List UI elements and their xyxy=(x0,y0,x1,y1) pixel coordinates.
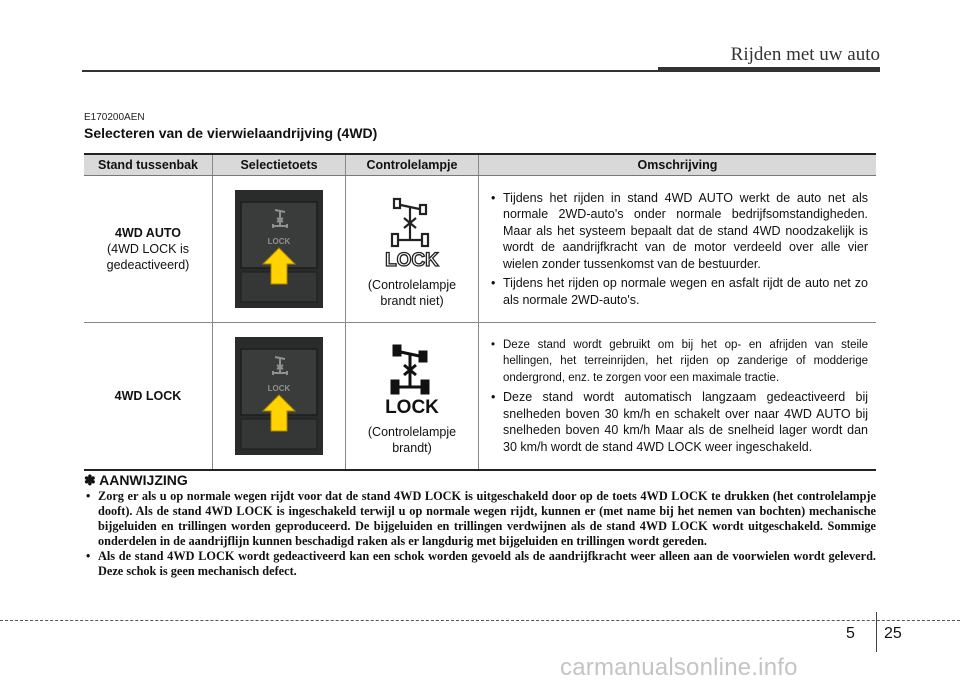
stand-cell xyxy=(84,323,213,471)
header-rule-accent xyxy=(658,67,880,72)
description-bullet: • Tijdens het rijden op normale wegen en asfalt rijdt de auto net zo als normale 2WD-auto's. xyxy=(491,275,868,308)
section-code: E170200AEN xyxy=(84,112,145,123)
description-list xyxy=(479,337,876,456)
watermark: carmanualsonline.info xyxy=(560,654,798,681)
4wd-lock-indicator-off-icon xyxy=(372,190,452,270)
column-header-button: Selectietoets xyxy=(213,154,346,176)
stand-extra: (4WD LOCK is gedeactiveerd) xyxy=(106,242,190,272)
note-title: ✽ AANWIJZING xyxy=(84,472,188,488)
section-title: Selecteren van de vierwielaandrijving (4WD) xyxy=(84,125,378,141)
column-header-description: Omschrijving xyxy=(479,154,877,176)
4wd-lock-switch-illustration xyxy=(235,337,323,455)
lamp-label: LOCK xyxy=(385,249,439,270)
description-bullet: • Tijdens het rijden in stand 4WD AUTO werkt de auto net als normale 2WD-auto's onder normale bedrijfsomstandigheden. Maar als het systeem bepaalt dat de stand 4WD noodzakelijk is wordt de aandrijfkracht van de motor verdeeld over alle vier wielen zonder tussenkomst van de bestuurder. xyxy=(491,190,868,273)
footer-rule xyxy=(0,620,960,621)
4wd-selection-table xyxy=(84,153,876,471)
column-header-stand: Stand tussenbak xyxy=(84,154,213,176)
lamp-caption: (Controlelampje brandt) xyxy=(367,424,457,455)
switch-label: LOCK xyxy=(267,237,291,246)
button-cell xyxy=(213,323,346,471)
table-row xyxy=(84,176,876,323)
column-header-lamp: Controlelampje xyxy=(346,154,479,176)
chapter-number: 5 xyxy=(846,625,855,642)
description-cell xyxy=(479,176,877,323)
note-item: • Zorg er als u op normale wegen rijdt voor dat de stand 4WD LOCK is uitgeschakeld door op de toets 4WD LOCK te drukken (het controlelampje dooft). Als de stand 4WD LOCK is ingeschakeld terwijl u op normale wegen rijdt, kunnen er (met name bij het nemen van bochten) mechanische bijgeluiden en trillingen worden geproduceerd. De bijgeluiden en trillingen verdwijnen als de stand 4WD LOCK wordt uitgeschakeld. Sommige onderdelen in de aandrijflijn kunnen beschadigd raken als er langdurig met bijgeluiden en trillingen wordt gereden. xyxy=(84,489,876,549)
description-bullet: • Deze stand wordt gebruikt om bij het op- en afrijden van steile hellingen, het terreinrijden, het rijden op zanderige of modderige ondergrond, enz. te zorgen voor een maximale tractie. xyxy=(491,337,868,387)
lamp-label: LOCK xyxy=(385,396,439,417)
switch-label: LOCK xyxy=(267,384,291,393)
description-cell xyxy=(479,323,877,471)
stand-name: 4WD LOCK xyxy=(114,389,182,403)
stand-name: 4WD AUTO xyxy=(115,226,181,240)
button-cell xyxy=(213,176,346,323)
page-number: 25 xyxy=(884,625,902,642)
table-row xyxy=(84,323,876,471)
note-list xyxy=(84,489,876,579)
note-item: • Als de stand 4WD LOCK wordt gedeactiveerd kan een schok worden gevoeld als de aandrijfkracht weer alleen aan de voorwielen wordt geleverd. Deze schok is geen mechanisch defect. xyxy=(84,549,876,579)
lamp-cell xyxy=(346,323,479,471)
table-header-row xyxy=(84,154,876,176)
4wd-lock-indicator-on-icon xyxy=(372,337,452,417)
description-bullet: • Deze stand wordt automatisch langzaam gedeactiveerd bij snelheden boven 30 km/h en schakelt over naar 4WD AUTO bij snelheden boven 40 km/h Maar als de snelheid lager wordt dan 30 km/h wordt de stand 4WD LOCK weer ingeschakeld. xyxy=(491,389,868,455)
footer-divider xyxy=(876,612,877,652)
4wd-lock-switch-illustration xyxy=(235,190,323,308)
lamp-caption: (Controlelampje brandt niet) xyxy=(367,277,457,308)
stand-cell xyxy=(84,176,213,323)
description-list xyxy=(479,190,876,309)
lamp-cell xyxy=(346,176,479,323)
running-header: Rijden met uw auto xyxy=(730,44,880,65)
